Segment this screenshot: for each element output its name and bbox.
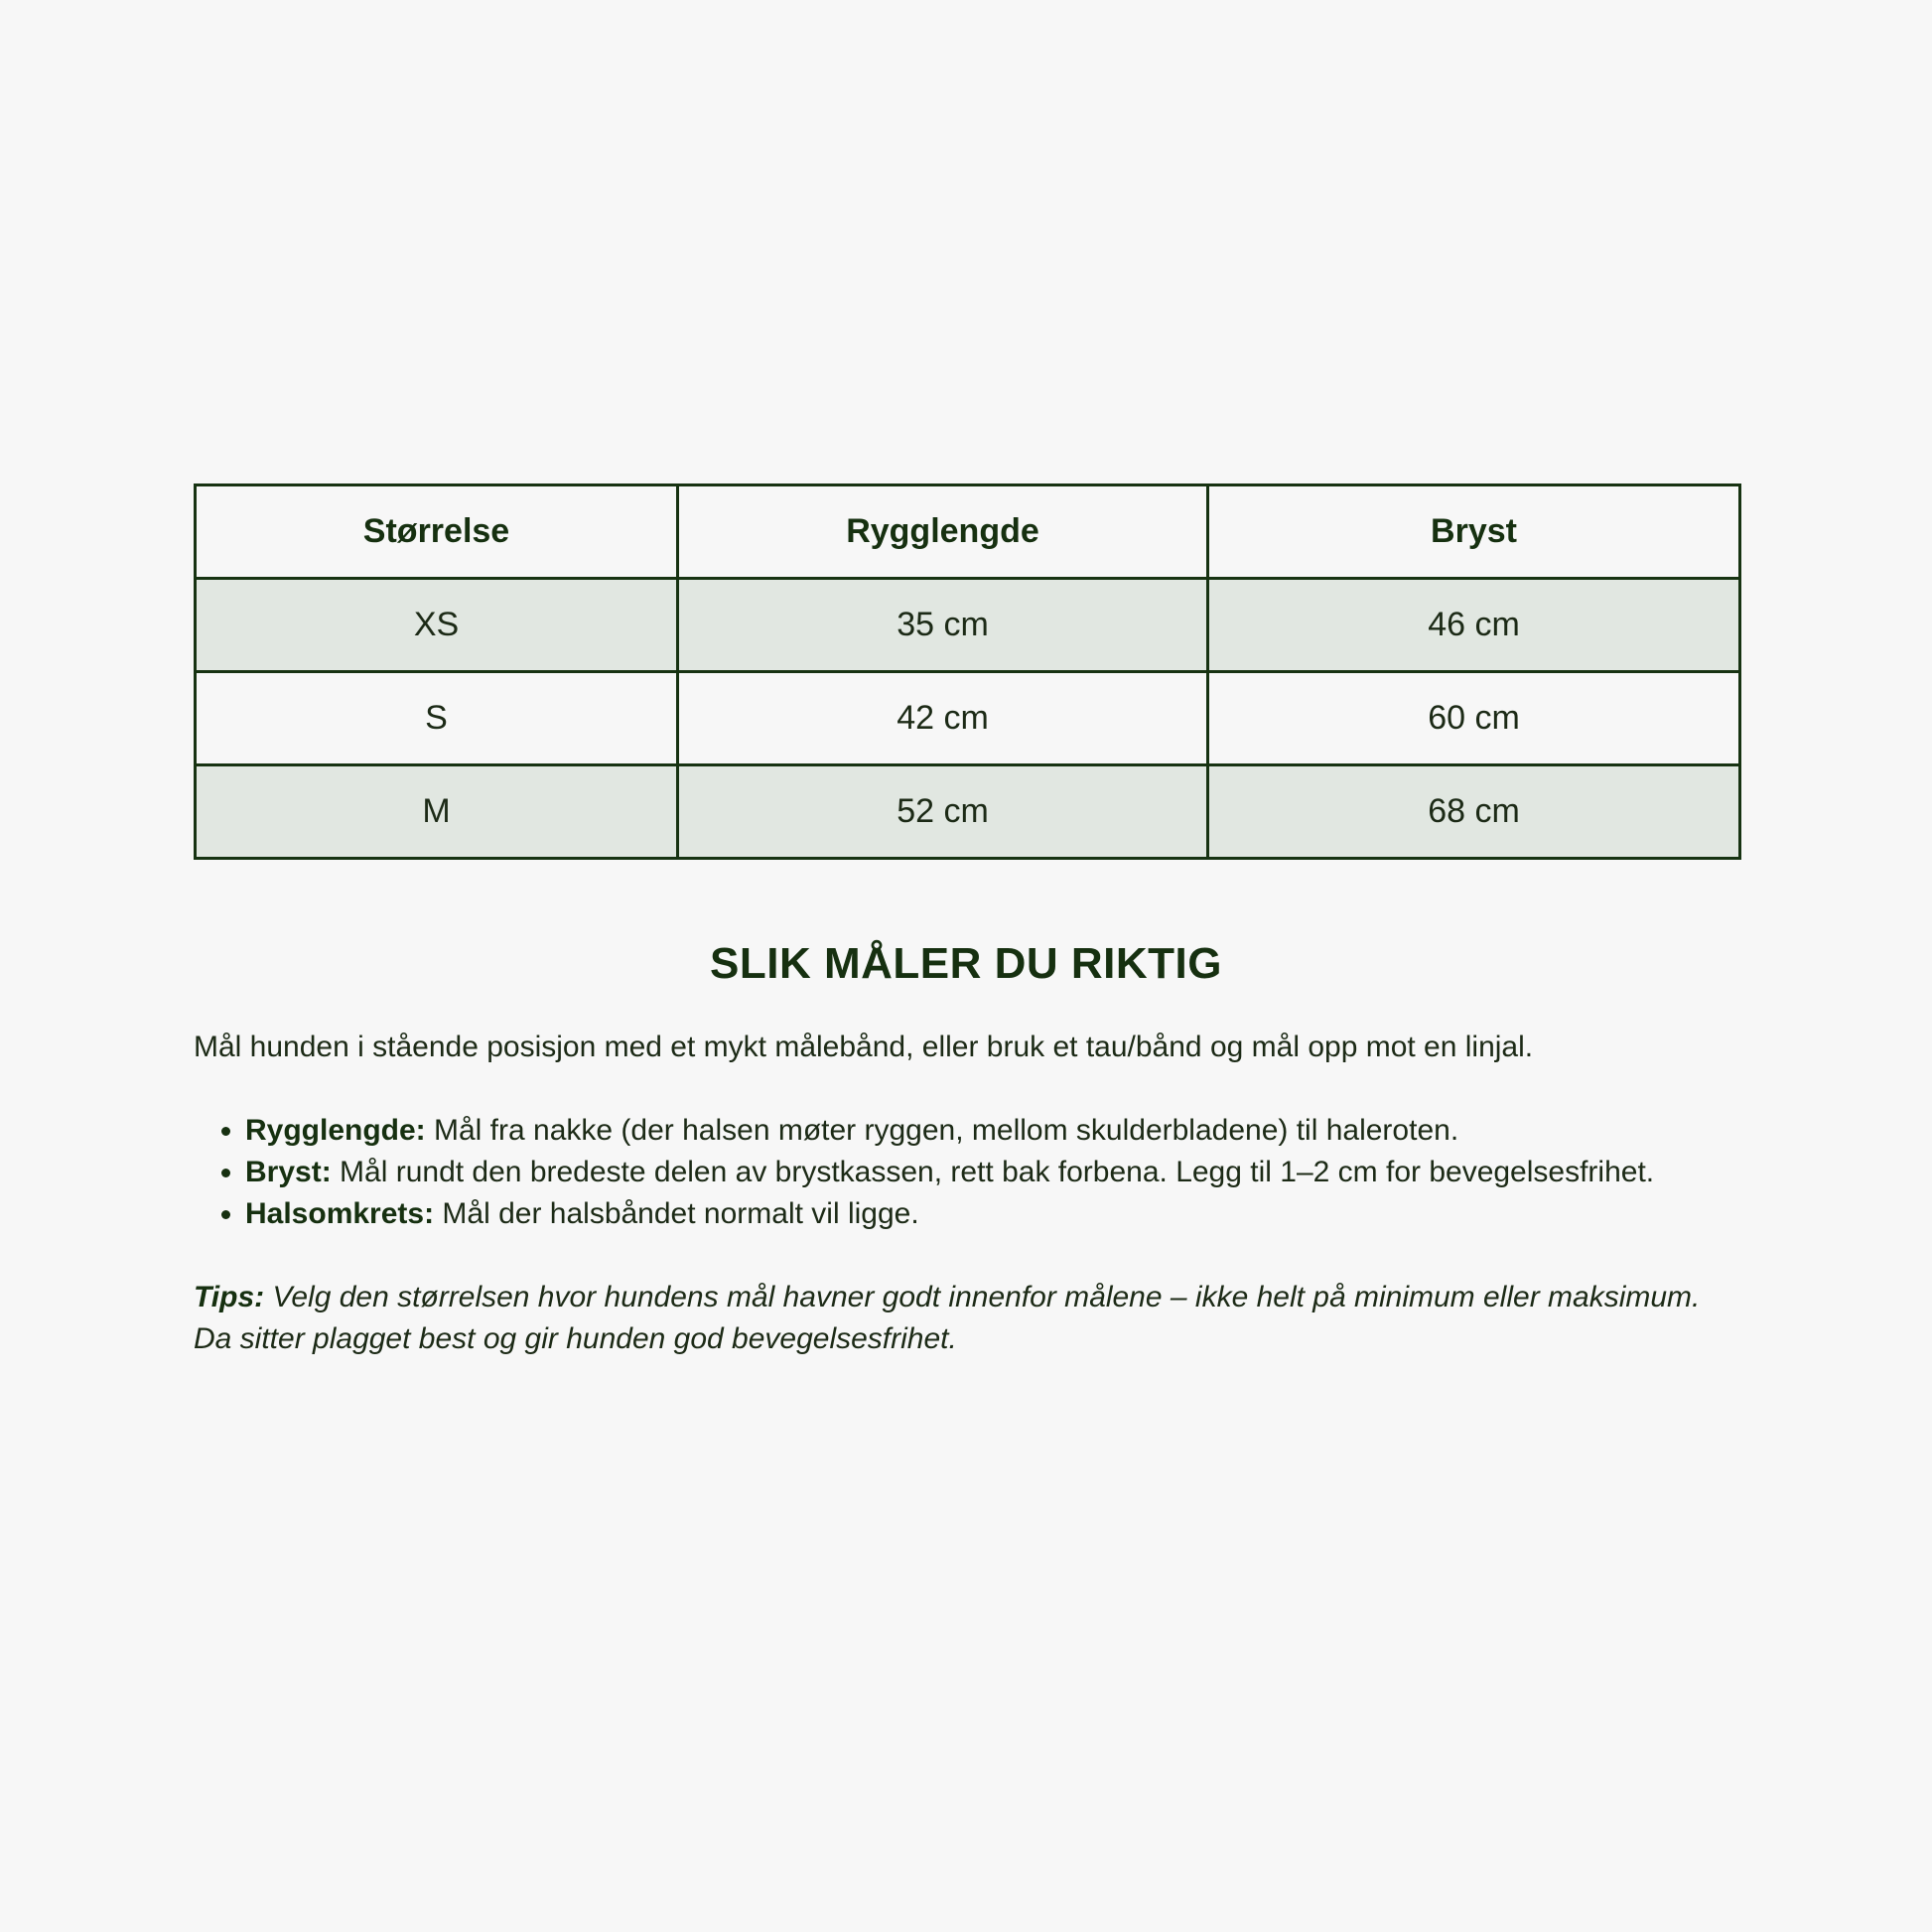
header-chest: Bryst (1208, 485, 1740, 579)
size-guide (194, 483, 1738, 1360)
list-item-term: Rygglengde: (245, 1114, 426, 1147)
cell-back-length: 35 cm (678, 579, 1208, 672)
cell-back-length: 42 cm (678, 672, 1208, 765)
cell-chest: 60 cm (1208, 672, 1740, 765)
tips-label: Tips: (194, 1281, 265, 1313)
cell-size: M (196, 765, 678, 859)
list-item-term: Halsomkrets: (245, 1197, 435, 1230)
list-item (245, 1193, 1738, 1235)
list-item (245, 1110, 1738, 1152)
size-table (194, 483, 1741, 860)
table-row (196, 765, 1740, 859)
cell-chest: 46 cm (1208, 579, 1740, 672)
table-header-row (196, 485, 1740, 579)
list-item-text: Mål der halsbåndet normalt vil ligge. (434, 1197, 919, 1230)
list-item-term: Bryst: (245, 1156, 332, 1188)
measurement-list (194, 1110, 1738, 1235)
list-item (245, 1152, 1738, 1193)
cell-size: XS (196, 579, 678, 672)
table-row (196, 579, 1740, 672)
header-size: Størrelse (196, 485, 678, 579)
intro-paragraph: Mål hunden i stående posisjon med et mykt målebånd, eller bruk et tau/bånd og mål opp mot en linjal. (194, 1031, 1534, 1063)
tips-paragraph (194, 1277, 1713, 1360)
table-row (196, 672, 1740, 765)
cell-back-length: 52 cm (678, 765, 1208, 859)
tips-text: Velg den størrelsen hvor hundens mål havner godt innenfor målene – ikke helt på minimum eller maksimum. Da sitter plagget best og gir hunden god bevegelsesfrihet. (194, 1281, 1701, 1355)
cell-size: S (196, 672, 678, 765)
header-back-length: Rygglengde (678, 485, 1208, 579)
section-title: SLIK MÅLER DU RIKTIG (710, 939, 1222, 988)
list-item-text: Mål rundt den bredeste delen av brystkassen, rett bak forbena. Legg til 1–2 cm for bevegelsesfrihet. (331, 1156, 1655, 1188)
list-item-text: Mål fra nakke (der halsen møter ryggen, mellom skulderbladene) til haleroten. (425, 1114, 1459, 1147)
cell-chest: 68 cm (1208, 765, 1740, 859)
